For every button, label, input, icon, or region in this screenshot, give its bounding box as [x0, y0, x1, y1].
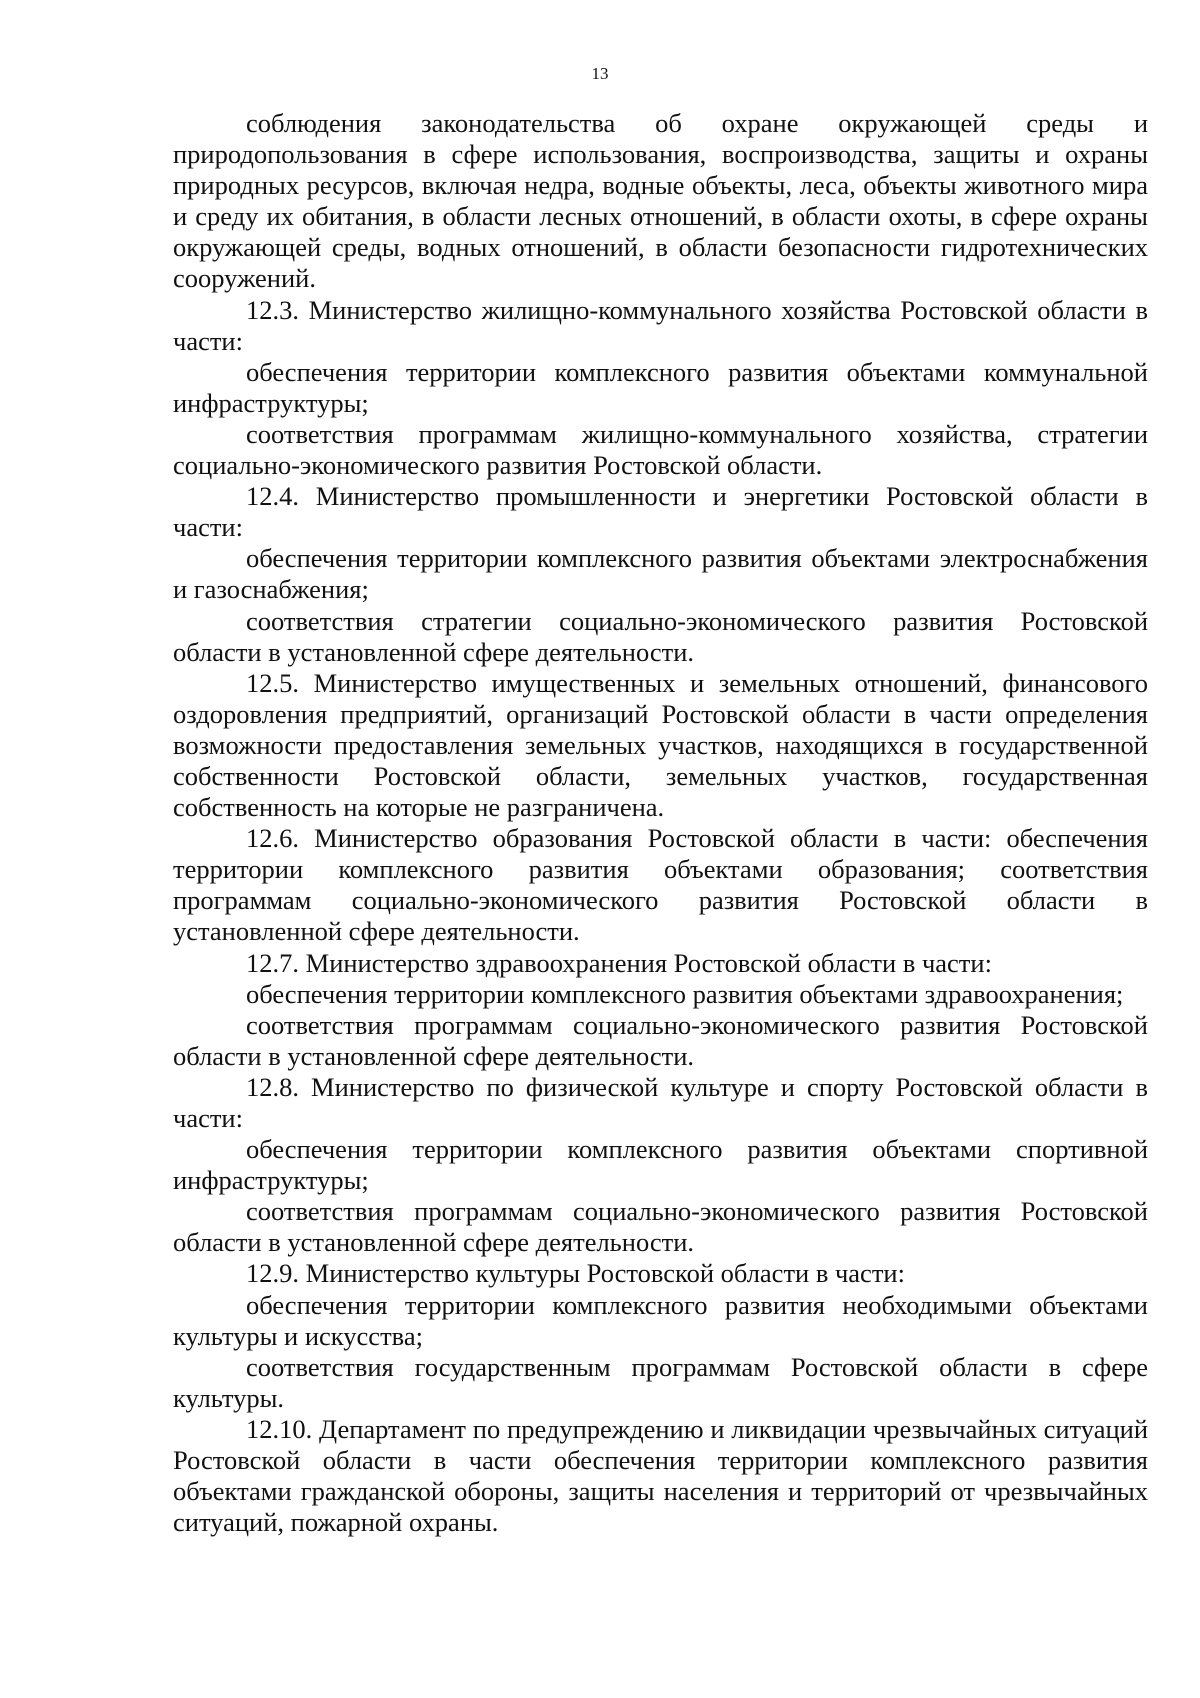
paragraph-12-8-item-2: соответствия программам социально-экономического развития Ростовской области в установленной сфере деятельности.: [173, 1196, 1148, 1258]
paragraph-12-4-item-2: соответствия стратегии социально-экономического развития Ростовской области в установленной сфере деятельности.: [173, 605, 1148, 667]
paragraph-12-4-item-1: обеспечения территории комплексного развития объектами электроснабжения и газоснабжения;: [173, 543, 1148, 605]
paragraph-12-9-item-2: соответствия государственным программам Ростовской области в сфере культуры.: [173, 1351, 1148, 1413]
paragraph-12-9-item-1: обеспечения территории комплексного развития необходимыми объектами культуры и искусства;: [173, 1289, 1148, 1351]
paragraph-12-8-item-1: обеспечения территории комплексного развития объектами спортивной инфраструктуры;: [173, 1134, 1148, 1196]
paragraph-12-3: 12.3. Министерство жилищно-коммунального хозяйства Ростовской области в части:: [173, 294, 1148, 356]
paragraph-12-7: 12.7. Министерство здравоохранения Ростовской области в части:: [246, 947, 992, 978]
paragraph-12-5: 12.5. Министерство имущественных и земельных отношений, финансового оздоровления предприятий, организаций Ростовской области в части определения возможности предоставления земельных участков, находящихся в государственной собственности Ростовской области, земельных участков, государственная собственность на которые не разграничена.: [173, 667, 1148, 823]
paragraph-environment-continued: соблюдения законодательства об охране окружающей среды и природопользования в сфере использования, воспроизводства, защиты и охраны природных ресурсов, включая недра, водные объекты, леса, объекты животного мира и среду их обитания, в области лесных отношений, в области охоты, в сфере охраны окружающей среды, водных отношений, в области безопасности гидротехнических сооружений.: [173, 108, 1148, 294]
paragraph-12-7-item-2: соответствия программам социально-экономического развития Ростовской области в установленной сфере деятельности.: [173, 1009, 1148, 1071]
paragraph-12-9: 12.9. Министерство культуры Ростовской области в части:: [246, 1258, 905, 1289]
page-number: 13: [591, 64, 609, 83]
paragraph-12-7-item-1: обеспечения территории комплексного развития объектами здравоохранения;: [246, 978, 1124, 1009]
paragraph-12-3-item-2: соответствия программам жилищно-коммунального хозяйства, стратегии социально-экономического развития Ростовской области.: [173, 418, 1148, 481]
paragraph-12-8: 12.8. Министерство по физической культуре и спорту Ростовской области в части:: [173, 1071, 1148, 1133]
document-body: [173, 108, 1148, 1538]
paragraph-12-6: 12.6. Министерство образования Ростовской области в части: обеспечения территории комплексного развития объектами образования; соответствия программам социально-экономического развития Ростовской области в установленной сфере деятельности.: [173, 823, 1148, 947]
paragraph-12-4: 12.4. Министерство промышленности и энергетики Ростовской области в части:: [173, 481, 1148, 543]
paragraph-12-3-item-1: обеспечения территории комплексного развития объектами коммунальной инфраструктуры;: [173, 356, 1148, 418]
paragraph-12-10: 12.10. Департамент по предупреждению и ликвидации чрезвычайных ситуаций Ростовской области в части обеспечения территории комплексного развития объектами гражданской обороны, защиты населения и территорий от чрезвычайных ситуаций, пожарной охраны.: [173, 1413, 1148, 1538]
